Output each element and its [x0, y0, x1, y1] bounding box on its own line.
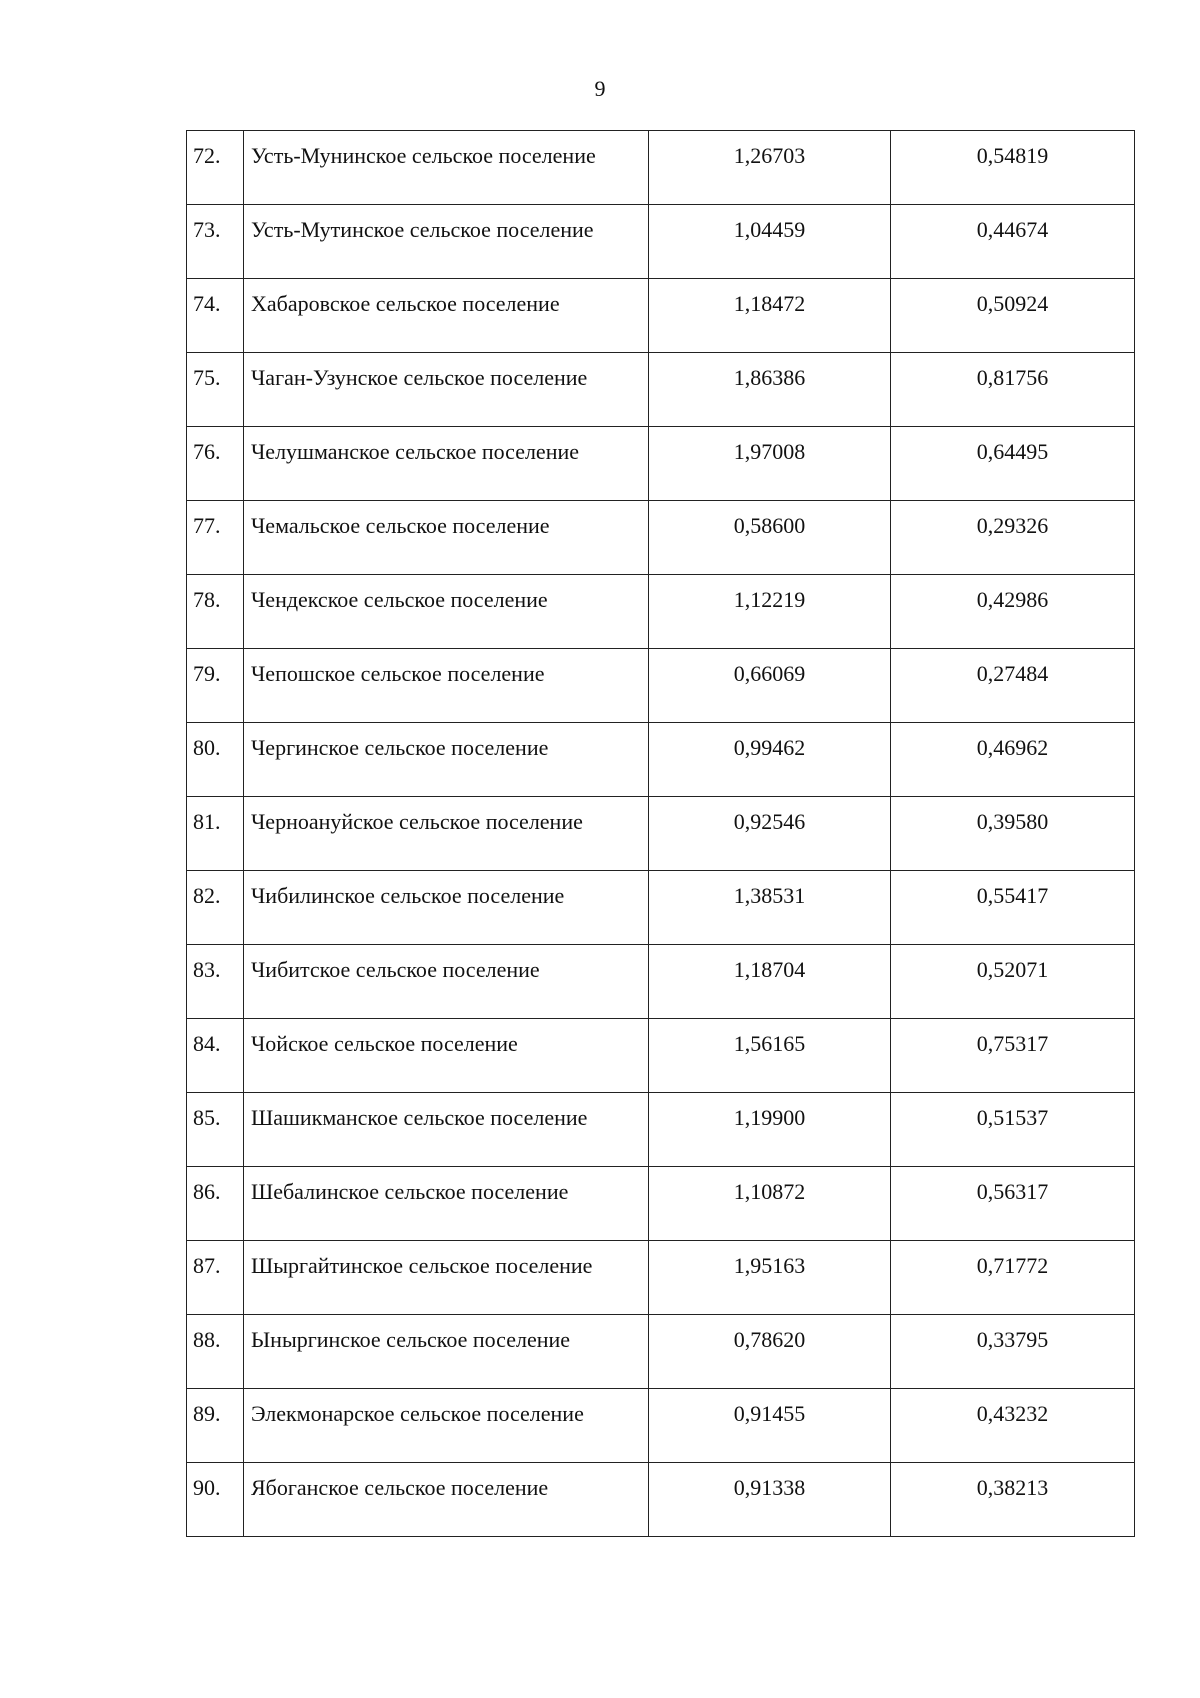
value-2-cell: 0,54819: [891, 131, 1135, 205]
value-1-cell: 0,78620: [649, 1315, 891, 1389]
table-row: [187, 1167, 1135, 1241]
row-number-cell: 79.: [187, 649, 244, 723]
settlement-name-cell: Ыныргинское сельское поселение: [244, 1315, 649, 1389]
value-2-cell: 0,50924: [891, 279, 1135, 353]
table-row: [187, 797, 1135, 871]
row-number-cell: 81.: [187, 797, 244, 871]
value-1-cell: 1,56165: [649, 1019, 891, 1093]
value-1-cell: 1,10872: [649, 1167, 891, 1241]
page-number: 9: [594, 76, 606, 101]
value-2-cell: 0,43232: [891, 1389, 1135, 1463]
value-1-cell: 1,12219: [649, 575, 891, 649]
row-number-cell: 88.: [187, 1315, 244, 1389]
table-row: [187, 871, 1135, 945]
row-number-cell: 89.: [187, 1389, 244, 1463]
value-1-cell: 0,92546: [649, 797, 891, 871]
value-1-cell: 1,97008: [649, 427, 891, 501]
value-1-cell: 0,99462: [649, 723, 891, 797]
table-row: [187, 427, 1135, 501]
value-2-cell: 0,56317: [891, 1167, 1135, 1241]
value-2-cell: 0,33795: [891, 1315, 1135, 1389]
table-row: [187, 575, 1135, 649]
value-2-cell: 0,42986: [891, 575, 1135, 649]
settlements-table: [186, 130, 1135, 1537]
value-1-cell: 1,04459: [649, 205, 891, 279]
settlement-name-cell: Чепошское сельское поселение: [244, 649, 649, 723]
row-number-cell: 90.: [187, 1463, 244, 1537]
row-number-cell: 73.: [187, 205, 244, 279]
table-row: [187, 1241, 1135, 1315]
value-1-cell: 1,18472: [649, 279, 891, 353]
value-2-cell: 0,39580: [891, 797, 1135, 871]
row-number-cell: 77.: [187, 501, 244, 575]
settlement-name-cell: Усть-Мутинское сельское поселение: [244, 205, 649, 279]
value-2-cell: 0,29326: [891, 501, 1135, 575]
table-row: [187, 1019, 1135, 1093]
value-2-cell: 0,46962: [891, 723, 1135, 797]
settlement-name-cell: Чергинское сельское поселение: [244, 723, 649, 797]
table-row: [187, 131, 1135, 205]
table-row: [187, 1389, 1135, 1463]
value-1-cell: 1,86386: [649, 353, 891, 427]
value-1-cell: 0,58600: [649, 501, 891, 575]
table-row: [187, 1093, 1135, 1167]
settlement-name-cell: Шыргайтинское сельское поселение: [244, 1241, 649, 1315]
settlement-name-cell: Черноануйское сельское поселение: [244, 797, 649, 871]
table-row: [187, 723, 1135, 797]
row-number-cell: 86.: [187, 1167, 244, 1241]
value-1-cell: 0,91338: [649, 1463, 891, 1537]
table-row: [187, 1315, 1135, 1389]
settlement-name-cell: Ябоганское сельское поселение: [244, 1463, 649, 1537]
settlement-name-cell: Шашикманское сельское поселение: [244, 1093, 649, 1167]
table-row: [187, 501, 1135, 575]
value-2-cell: 0,27484: [891, 649, 1135, 723]
value-1-cell: 0,66069: [649, 649, 891, 723]
table-row: [187, 205, 1135, 279]
settlement-name-cell: Челушманское сельское поселение: [244, 427, 649, 501]
row-number-cell: 83.: [187, 945, 244, 1019]
value-1-cell: 0,91455: [649, 1389, 891, 1463]
value-2-cell: 0,75317: [891, 1019, 1135, 1093]
table-body: [187, 131, 1135, 1537]
row-number-cell: 85.: [187, 1093, 244, 1167]
row-number-cell: 76.: [187, 427, 244, 501]
row-number-cell: 72.: [187, 131, 244, 205]
value-2-cell: 0,64495: [891, 427, 1135, 501]
value-2-cell: 0,81756: [891, 353, 1135, 427]
settlement-name-cell: Элекмонарское сельское поселение: [244, 1389, 649, 1463]
table-row: [187, 1463, 1135, 1537]
table-row: [187, 945, 1135, 1019]
row-number-cell: 78.: [187, 575, 244, 649]
settlement-name-cell: Усть-Мунинское сельское поселение: [244, 131, 649, 205]
value-2-cell: 0,71772: [891, 1241, 1135, 1315]
settlement-name-cell: Чемальское сельское поселение: [244, 501, 649, 575]
table-row: [187, 353, 1135, 427]
settlement-name-cell: Чойское сельское поселение: [244, 1019, 649, 1093]
value-1-cell: 1,95163: [649, 1241, 891, 1315]
value-1-cell: 1,26703: [649, 131, 891, 205]
settlement-name-cell: Чендекское сельское поселение: [244, 575, 649, 649]
table-row: [187, 649, 1135, 723]
settlement-name-cell: Чибитское сельское поселение: [244, 945, 649, 1019]
settlement-name-cell: Шебалинское сельское поселение: [244, 1167, 649, 1241]
row-number-cell: 87.: [187, 1241, 244, 1315]
value-2-cell: 0,38213: [891, 1463, 1135, 1537]
row-number-cell: 75.: [187, 353, 244, 427]
value-1-cell: 1,18704: [649, 945, 891, 1019]
value-2-cell: 0,52071: [891, 945, 1135, 1019]
table-row: [187, 279, 1135, 353]
settlement-name-cell: Чаган-Узунское сельское поселение: [244, 353, 649, 427]
value-2-cell: 0,44674: [891, 205, 1135, 279]
value-2-cell: 0,51537: [891, 1093, 1135, 1167]
row-number-cell: 84.: [187, 1019, 244, 1093]
value-1-cell: 1,19900: [649, 1093, 891, 1167]
row-number-cell: 74.: [187, 279, 244, 353]
settlement-name-cell: Чибилинское сельское поселение: [244, 871, 649, 945]
row-number-cell: 80.: [187, 723, 244, 797]
settlement-name-cell: Хабаровское сельское поселение: [244, 279, 649, 353]
value-1-cell: 1,38531: [649, 871, 891, 945]
value-2-cell: 0,55417: [891, 871, 1135, 945]
row-number-cell: 82.: [187, 871, 244, 945]
